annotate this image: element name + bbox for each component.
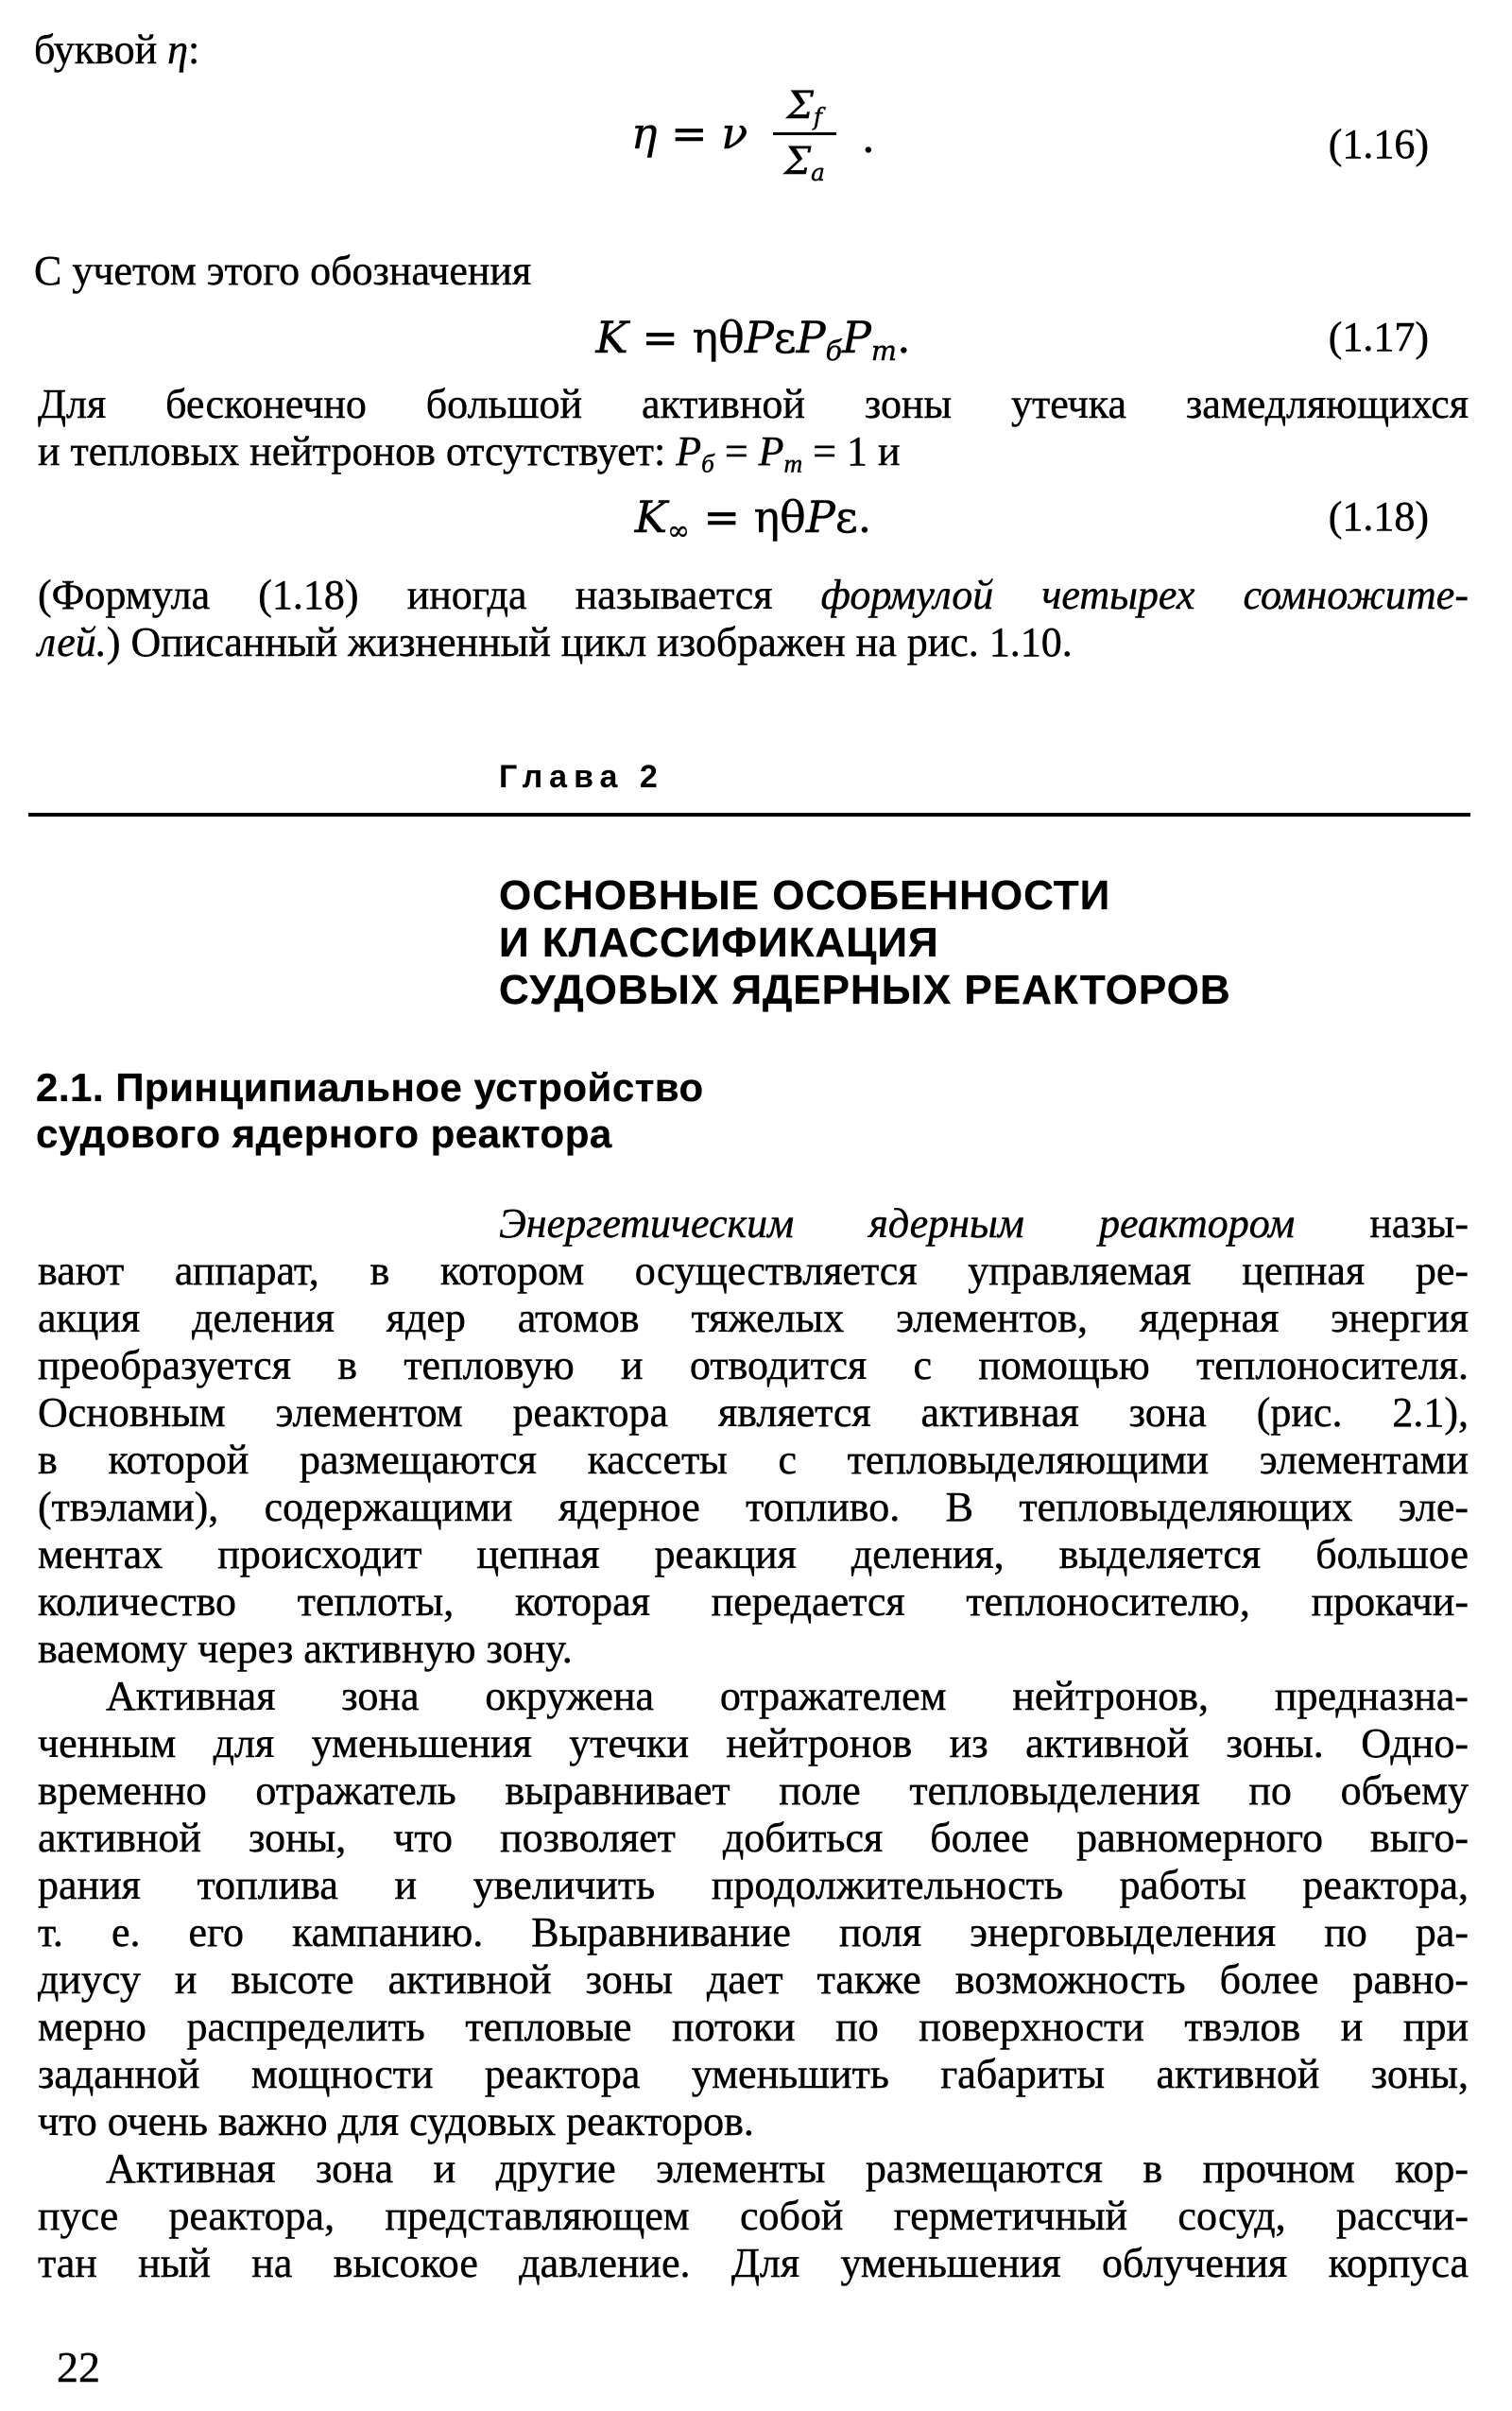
text-segment: в которой размещаются кассеты с тепловыделяющими элементами bbox=[38, 1437, 1469, 1483]
equation-number-1-16: (1.16) bbox=[1328, 121, 1429, 167]
subscript: т bbox=[870, 335, 897, 367]
text-segment: рания топлива и увеличить продолжительность работы реактора, bbox=[38, 1862, 1469, 1908]
fraction-numerator: $\Sigma_f$ bbox=[773, 83, 836, 135]
text-segment: P bbox=[744, 312, 774, 363]
text-segment: временно отражатель выравнивает поле тепловыделения по объему bbox=[38, 1767, 1469, 1814]
text-segment: η bbox=[630, 107, 658, 159]
text-line bbox=[38, 619, 1469, 666]
text-segment: количество теплоты, которая передается теплоносителю, прокачи- bbox=[38, 1578, 1469, 1625]
text-line bbox=[38, 1342, 1469, 1389]
fraction-denominator: $\Sigma_a$ bbox=[783, 140, 825, 186]
chapter-title-line-3: СУДОВЫХ ЯДЕРНЫХ РЕАКТОРОВ bbox=[499, 967, 1231, 1013]
section-heading-line-1: 2.1. Принципиальное устройство bbox=[36, 1065, 704, 1110]
body-text bbox=[38, 1200, 1469, 2287]
text-line bbox=[38, 2004, 1469, 2051]
subscript: б bbox=[825, 335, 842, 367]
text-segment: P bbox=[805, 491, 835, 542]
equation-1-18 bbox=[38, 491, 1469, 546]
text-segment: . bbox=[896, 312, 911, 363]
text-line bbox=[38, 1531, 1469, 1578]
formula-1-18 bbox=[634, 491, 872, 546]
text-segment: акция деления ядер атомов тяжелых элементов, ядерная энергия bbox=[38, 1295, 1469, 1341]
text-segment: преобразуется в тепловую и отводится с помощью теплоносителя. bbox=[38, 1342, 1469, 1388]
text-segment: ваемому через активную зону. bbox=[38, 1626, 573, 1672]
subscript: б bbox=[701, 449, 714, 478]
text-line bbox=[38, 1484, 1469, 1531]
formula-1-17 bbox=[595, 312, 911, 367]
text-segment: . bbox=[857, 491, 872, 542]
text-segment: = 1 и bbox=[802, 428, 901, 474]
fraction bbox=[773, 83, 836, 186]
text-segment: (твэлами), содержащими ядерное топливо. В тепловыделяющих эле- bbox=[38, 1484, 1469, 1530]
chapter-title-line-2: И КЛАССИФИКАЦИЯ bbox=[499, 920, 939, 966]
section-heading-line-2: судового ядерного реактора bbox=[36, 1111, 612, 1156]
text-segment: пусе реактора, представляющем собой герметичный сосуд, рассчи- bbox=[38, 2193, 1469, 2239]
chapter-kicker: Глава 2 bbox=[499, 759, 664, 795]
text-segment: P bbox=[676, 428, 702, 474]
text-line bbox=[38, 1200, 1469, 1248]
text-segment: ε bbox=[834, 491, 858, 542]
text-line bbox=[38, 2193, 1469, 2240]
subscript: ∞ bbox=[667, 514, 690, 546]
text-line bbox=[38, 2240, 1469, 2287]
section-heading-2-1 bbox=[36, 1064, 704, 1157]
text-line bbox=[38, 1389, 1469, 1437]
text-line bbox=[38, 1437, 1469, 1484]
text-segment: P bbox=[758, 428, 784, 474]
text-segment: заданной мощности реактора уменьшить габариты активной зоны, bbox=[38, 2051, 1469, 2097]
text-line bbox=[38, 2145, 1469, 2193]
text-segment: ) Описанный жизненный цикл изображен на рис. 1.10. bbox=[106, 619, 1073, 665]
text-line bbox=[38, 1295, 1469, 1342]
text-line bbox=[38, 1248, 1469, 1295]
text-segment: Энергетическим ядерным реактором bbox=[499, 1200, 1296, 1247]
text-line bbox=[38, 2051, 1469, 2098]
equation-1-16 bbox=[38, 84, 1469, 186]
subscript: т bbox=[783, 449, 803, 478]
text-line bbox=[38, 1578, 1469, 1626]
text-segment: мерно распределить тепловые потоки по поверхности твэлов и при bbox=[38, 2004, 1469, 2050]
text-line-after-eq116: С учетом этого обозначения bbox=[34, 248, 532, 294]
text-line bbox=[38, 428, 1469, 478]
chapter-title bbox=[499, 872, 1231, 1014]
text-line bbox=[38, 381, 1469, 428]
text-segment: Для бесконечно большой активной зоны утечка замедляющихся bbox=[38, 381, 1469, 427]
text-segment: Активная зона окружена отражателем нейтронов, предназна- bbox=[106, 1673, 1469, 1719]
formula-lhs bbox=[631, 108, 747, 159]
text-line bbox=[38, 1862, 1469, 1909]
text-segment: буквой bbox=[34, 26, 168, 73]
text-line bbox=[38, 1815, 1469, 1862]
text-segment: вают аппарат, в котором осуществляется управляемая цепная ре- bbox=[38, 1248, 1469, 1294]
text-line bbox=[38, 2098, 1469, 2145]
text-segment: и тепловых нейтронов отсутствует: bbox=[38, 428, 677, 474]
text-segment: т. е. его кампанию. Выравнивание поля энерговыделения по ра- bbox=[38, 1909, 1469, 1955]
text-segment: = bbox=[657, 107, 722, 159]
text-segment: (Формула (1.18) иногда называется bbox=[38, 572, 821, 618]
text-segment: K bbox=[634, 491, 668, 542]
chapter-title-line-1: ОСНОВНЫЕ ОСОБЕННОСТИ bbox=[499, 872, 1111, 919]
divider-rule bbox=[28, 813, 1470, 817]
equation-number-1-18: (1.18) bbox=[1328, 493, 1429, 540]
text-line bbox=[38, 1767, 1469, 1815]
text-line bbox=[38, 1626, 1469, 1673]
formula-1-16 bbox=[630, 84, 876, 186]
equation-number-1-17: (1.17) bbox=[1328, 314, 1429, 360]
text-line bbox=[38, 1720, 1469, 1767]
text-segment: Основным элементом реактора является активная зона (рис. 2.1), bbox=[38, 1389, 1469, 1436]
text-line bbox=[38, 1909, 1469, 1956]
text-segment: = bbox=[713, 428, 759, 474]
equation-1-17 bbox=[38, 312, 1469, 367]
text-segment: активной зоны, что позволяет добиться более равномерного выго- bbox=[38, 1815, 1469, 1861]
text-segment: ε bbox=[773, 312, 797, 363]
paragraph-four-factor-formula bbox=[38, 572, 1469, 666]
text-segment: P bbox=[796, 312, 826, 363]
text-segment: назы- bbox=[1295, 1200, 1469, 1247]
text-segment: лей. bbox=[38, 619, 107, 665]
text-segment: Активная зона и другие элементы размещаются в прочном кор- bbox=[106, 2145, 1469, 2192]
text-segment: диусу и высоте активной зоны дает также возможность более равно- bbox=[38, 1956, 1469, 2003]
text-segment: P bbox=[841, 312, 871, 363]
lead-line bbox=[34, 26, 199, 74]
text-segment: η bbox=[167, 26, 188, 73]
page-number: 22 bbox=[57, 2343, 100, 2391]
text-segment: тан ный на высокое давление. Для уменьшения облучения корпуса bbox=[38, 2240, 1469, 2286]
text-segment: K bbox=[595, 312, 628, 363]
text-line bbox=[38, 1956, 1469, 2004]
paragraph-leakage bbox=[38, 381, 1469, 478]
text-segment: формулой четырех сомножите- bbox=[820, 572, 1469, 618]
text-segment: ментах происходит цепная реакция деления, выделяется большое bbox=[38, 1531, 1469, 1577]
formula-tail: . bbox=[861, 111, 876, 163]
text-segment: : bbox=[187, 26, 200, 73]
text-segment: = ηθ bbox=[627, 312, 745, 363]
text-segment: что очень важно для судовых реакторов. bbox=[38, 2098, 754, 2144]
text-segment: = ηθ bbox=[689, 491, 806, 542]
text-segment: ченным для уменьшения утечки нейтронов из активной зоны. Одно- bbox=[38, 1720, 1469, 1766]
text-line bbox=[38, 572, 1469, 619]
text-segment: ν bbox=[721, 107, 748, 159]
text-line bbox=[38, 1673, 1469, 1720]
